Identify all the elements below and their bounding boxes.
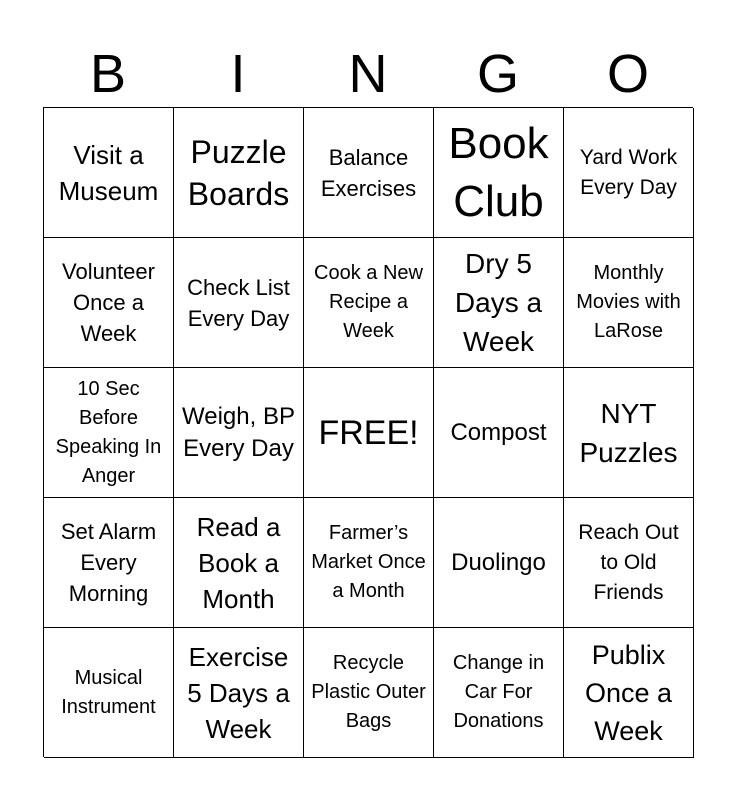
bingo-cell[interactable] [304, 498, 434, 628]
cell-label: Reach Out to Old Friends [578, 520, 679, 604]
cell-label: Cook a New Recipe a Week [314, 262, 423, 342]
free-space-label: FREE! [318, 413, 419, 452]
bingo-cell[interactable] [44, 368, 174, 498]
bingo-cell[interactable] [174, 108, 304, 238]
header-letter-n: N [348, 44, 388, 104]
cell-label: Yard Work Every Day [579, 145, 678, 199]
cell-label: Visit a Museum [58, 139, 159, 206]
header-letter-i: I [230, 44, 246, 104]
bingo-cell[interactable] [174, 368, 304, 498]
bingo-cell[interactable] [44, 238, 174, 368]
bingo-cell[interactable] [434, 368, 564, 498]
cell-label: Set Alarm Every Morning [60, 519, 157, 606]
header-letter-o: O [606, 44, 649, 104]
cell-label: Publix Once a Week [584, 639, 673, 746]
bingo-cell[interactable] [174, 498, 304, 628]
bingo-cell[interactable] [304, 628, 434, 758]
cell-label: Weigh, BP Every Day [182, 402, 295, 462]
bingo-board [43, 107, 693, 757]
cell-label: Change in Car For Donations [452, 652, 545, 732]
bingo-cell[interactable] [564, 368, 694, 498]
cell-label: Compost [450, 418, 547, 446]
bingo-cell[interactable] [564, 498, 694, 628]
cell-label: Volunteer Once a Week [62, 259, 155, 346]
cell-label: NYT Puzzles [579, 397, 678, 468]
cell-label: Duolingo [451, 548, 546, 576]
bingo-cell[interactable] [564, 628, 694, 758]
bingo-header [43, 40, 693, 108]
cell-label: Dry 5 Days a Week [454, 248, 543, 357]
bingo-cell[interactable] [44, 108, 174, 238]
bingo-cell[interactable] [304, 368, 434, 498]
bingo-cell[interactable] [44, 628, 174, 758]
cell-label: Read a Book a Month [196, 511, 281, 614]
cell-label: Balance Exercises [320, 144, 417, 201]
bingo-cell[interactable] [564, 108, 694, 238]
header-letter-b: B [89, 44, 127, 104]
cell-label: Puzzle Boards [187, 133, 290, 212]
cell-label: Musical Instrument [61, 666, 156, 718]
cell-label: Farmer’s Market Once a Month [311, 522, 426, 602]
bingo-cell[interactable] [304, 108, 434, 238]
bingo-cell[interactable] [174, 238, 304, 368]
cell-label: 10 Sec Before Speaking In Anger [55, 377, 162, 487]
cell-label: Check List Every Day [187, 274, 290, 331]
cell-label: Monthly Movies with LaRose [576, 262, 681, 342]
cell-label: Book Club [448, 118, 549, 226]
bingo-cell[interactable] [304, 238, 434, 368]
bingo-cell[interactable] [434, 238, 564, 368]
bingo-cell[interactable] [174, 628, 304, 758]
header-letter-g: G [476, 44, 519, 104]
bingo-cell[interactable] [434, 108, 564, 238]
cell-label: Recycle Plastic Outer Bags [311, 652, 426, 732]
bingo-cell[interactable] [564, 238, 694, 368]
bingo-cell[interactable] [434, 498, 564, 628]
bingo-cell[interactable] [44, 498, 174, 628]
bingo-cell[interactable] [434, 628, 564, 758]
cell-label: Exercise 5 Days a Week [187, 641, 290, 744]
